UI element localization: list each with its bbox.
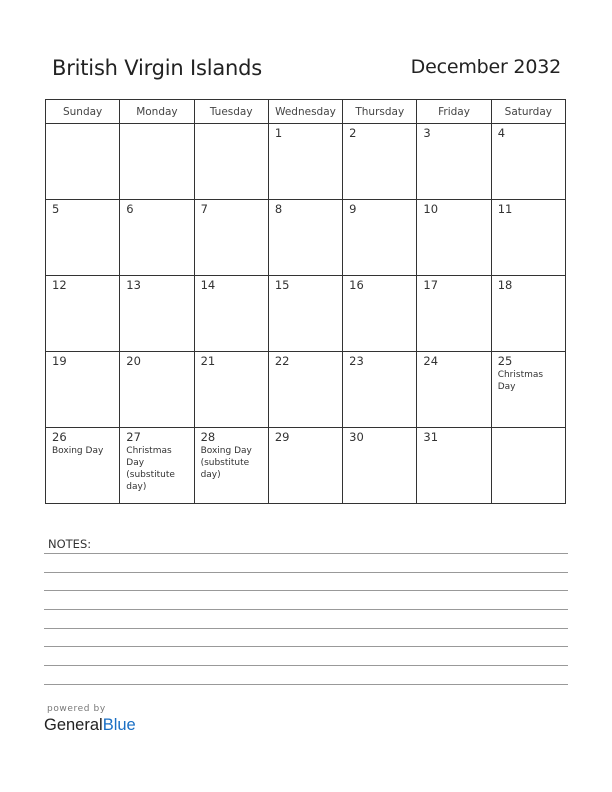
day-cell xyxy=(46,124,120,200)
note-line xyxy=(44,646,568,647)
brand-general: General xyxy=(44,716,103,734)
day-number: 15 xyxy=(274,278,290,292)
country-title: British Virgin Islands xyxy=(52,56,263,80)
week-row xyxy=(46,124,566,200)
day-cell xyxy=(268,276,342,352)
weekday-saturday: Saturday xyxy=(491,100,565,124)
day-cell xyxy=(268,352,342,428)
note-line xyxy=(44,665,568,666)
day-cell xyxy=(120,428,194,504)
note-line xyxy=(44,684,568,685)
powered-by-text: powered by xyxy=(47,704,106,714)
day-number: 26 xyxy=(52,430,67,444)
day-number: 11 xyxy=(497,202,513,216)
day-number: 10 xyxy=(423,202,439,216)
holiday-label: Boxing Day xyxy=(52,446,104,456)
day-cell xyxy=(417,276,491,352)
day-cell xyxy=(268,428,342,504)
day-cell xyxy=(120,352,194,428)
day-cell xyxy=(417,200,491,276)
week-row xyxy=(46,428,566,504)
day-cell xyxy=(194,124,268,200)
day-number: 5 xyxy=(52,202,60,216)
day-number: 17 xyxy=(423,278,439,292)
weekday-sunday: Sunday xyxy=(46,100,120,124)
day-number: 27 xyxy=(126,430,141,444)
day-number: 8 xyxy=(274,202,283,216)
day-number: 28 xyxy=(200,430,216,444)
day-number: 16 xyxy=(349,278,364,292)
day-cell xyxy=(343,352,417,428)
day-number: 7 xyxy=(200,202,208,216)
day-cell xyxy=(120,200,194,276)
day-number: 19 xyxy=(52,354,67,368)
day-cell xyxy=(120,124,194,200)
day-number: 25 xyxy=(497,354,513,368)
day-cell xyxy=(491,124,565,200)
day-number: 12 xyxy=(52,278,67,292)
weekday-friday: Friday xyxy=(417,100,491,124)
day-number: 4 xyxy=(497,126,506,140)
day-cell xyxy=(491,352,565,428)
day-cell xyxy=(46,276,120,352)
weekday-thursday: Thursday xyxy=(343,100,417,124)
day-number: 9 xyxy=(349,202,357,216)
day-cell xyxy=(417,352,491,428)
day-number: 31 xyxy=(423,430,439,444)
note-line xyxy=(44,609,568,610)
note-line xyxy=(44,590,568,591)
calendar-grid xyxy=(45,99,566,504)
holiday-label: Boxing Day (substitute day) xyxy=(200,446,252,480)
day-number: 20 xyxy=(126,354,141,368)
week-row xyxy=(46,276,566,352)
day-number: 3 xyxy=(423,126,431,140)
day-cell xyxy=(343,276,417,352)
day-cell xyxy=(194,428,268,504)
day-number: 21 xyxy=(200,354,216,368)
day-number: 2 xyxy=(349,126,357,140)
day-cell xyxy=(343,200,417,276)
day-cell xyxy=(46,428,120,504)
day-cell xyxy=(194,352,268,428)
weekday-tuesday: Tuesday xyxy=(194,100,268,124)
day-cell xyxy=(343,428,417,504)
weekday-wednesday: Wednesday xyxy=(268,100,342,124)
calendar-body xyxy=(46,124,566,504)
holiday-label: Christmas Day xyxy=(497,370,544,392)
day-cell xyxy=(46,352,120,428)
weekday-header-row xyxy=(46,100,566,124)
day-cell xyxy=(343,124,417,200)
day-number: 23 xyxy=(349,354,364,368)
day-number: 24 xyxy=(423,354,439,368)
day-number: 14 xyxy=(200,278,216,292)
day-cell xyxy=(194,276,268,352)
day-cell xyxy=(268,124,342,200)
day-number: 1 xyxy=(274,126,283,140)
day-cell xyxy=(417,428,491,504)
day-cell xyxy=(491,276,565,352)
month-year-title: December 2032 xyxy=(410,56,561,78)
day-cell xyxy=(491,428,565,504)
note-line xyxy=(44,628,568,629)
day-cell xyxy=(120,276,194,352)
day-cell xyxy=(194,200,268,276)
week-row xyxy=(46,200,566,276)
day-cell xyxy=(268,200,342,276)
day-cell xyxy=(46,200,120,276)
day-cell xyxy=(491,200,565,276)
day-cell xyxy=(417,124,491,200)
week-row xyxy=(46,352,566,428)
generalblue-logo xyxy=(44,716,136,735)
holiday-label: Christmas Day (substitute day) xyxy=(126,446,175,492)
day-number: 18 xyxy=(497,278,513,292)
day-number: 30 xyxy=(349,430,364,444)
day-number: 29 xyxy=(274,430,290,444)
notes-label: NOTES: xyxy=(48,537,92,551)
weekday-monday: Monday xyxy=(120,100,194,124)
brand-blue: Blue xyxy=(102,716,136,734)
day-number: 13 xyxy=(126,278,141,292)
day-number: 6 xyxy=(126,202,134,216)
day-number: 22 xyxy=(274,354,290,368)
note-line xyxy=(44,553,568,554)
note-line xyxy=(44,572,568,573)
